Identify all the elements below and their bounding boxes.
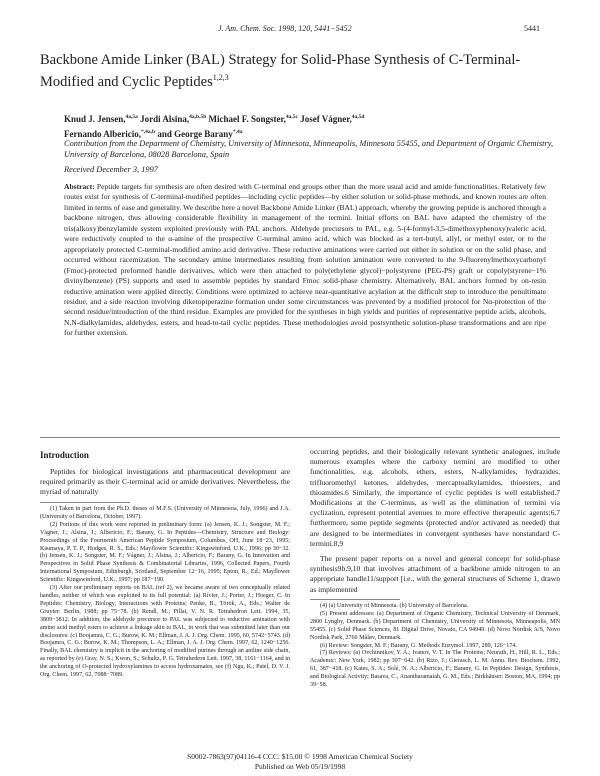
author-list xyxy=(64,111,564,141)
author: Jordi Alsina, xyxy=(140,114,190,124)
section-heading: Introduction xyxy=(40,450,89,460)
intro-paragraph: occurring peptides, and their biologically relevant synthetic analogues, include numerous examples where the carboxy termini are modified to other functionalities, e.g. alcohols, ethers, esters, N-alkylamides, hydrazides, trifluoromethyl ketones, aldehydes, mercaptoalkylamides, thioesters, and thioamides.6 Similarly, the importance of cyclic peptides is well established.7 Modifications at the C-terminus, as well as the elimination of termini via cyclization, represent potential avenues to more effective therapeutic agents;6,7 furthermore, some peptide segments (protected and/or activated as needed) that are designed to be intermediates in convergent syntheses have nonstandard C-termini.8,9 xyxy=(310,447,560,548)
intro-right-column xyxy=(310,447,560,549)
footnote: (3) After our preliminary reports on BAL (ref 2), we became aware of two conceptually related handles, neither of which was exploited to its full potential: (a) Rívier, J.; Porter, J.; Hoeger, C. In Peptides: Chemistry, Biology, Interactions with Proteins; Penke, B., Török, A., Eds.; Walter de Gruyter: Berlin, 1988; pp 75−78. (b) Rendl, M.; Pillai, V. N. R. Tetrahedron Lett. 1994, 35, 3809−3812. In addition, the aldehyde precursor to PAL was subjected to reductive amination with amino acid methyl esters to achieve a linkage akin to BAL, in work that was submitted later than our disclosures: (c) Boojamra, C. G.; Burow, K. M.; Ellman, J. A. J. Org. Chem. 1995, 60, 5742−5743. (d) Boojamra, C. G.; Burow, K. M.; Thompson, L. A.; Ellman, J. A. J. Org. Chem. 1997, 62, 1240−1256. Finally, BAL chemistry is implicit in the anchoring of modified purines through an aniline side chain, as reported by (e) Gray, N. S.; Kwon, S.; Schultz, P. G. Tetrahedron Lett. 1997, 38, 1161−1164, and in the anchoring of O-protected hydroxylamines to access hydroxamates, see (f) Ngu, K.; Patel, D. V. J. Org. Chem. 1997, 62, 7088−7089. xyxy=(40,585,290,679)
footnotes-right xyxy=(310,603,560,690)
page-number: 5441 xyxy=(524,24,540,33)
article-title-text: Backbone Amide Linker (BAL) Strategy for Solid-Phase Synthesis of C-Terminal-Modified and Cyclic Peptides xyxy=(40,52,521,90)
footer-copyright: S0002-7863(97)04116-4 CCC: $15.00 © 1998 American Chemical Society xyxy=(187,752,413,761)
footnote: (4) (a) University of Minnesota. (b) University of Barcelona. xyxy=(320,603,469,609)
running-header xyxy=(0,24,600,36)
footnote: (1) Taken in part from the Ph.D. theses of M.F.S. (University of Minnesota, July, 1996) and J.A. (University of Barcelona, October, 1997). xyxy=(40,506,290,520)
journal-citation: J. Am. Chem. Soc. 1998, 120, 5441−5452 xyxy=(218,24,352,33)
author: Michael F. Songster, xyxy=(208,114,286,124)
author-affiliation-ref: 4a,5c xyxy=(285,114,298,120)
author-affiliation-ref: 4a,b,5b xyxy=(189,114,207,120)
footnote: (2) Portions of this work were reported in preliminary form: (a) Jensen, K. J.; Songster, M. F.; Vágner, J.; Alsina, J.; Albericio, F.; Barany, G. In Peptides—Chemistry, Structure and Biology: Proceedings of the Fourteenth American Peptide Symposium, Columbus, OH, June 18−23, 1995; Kaumaya, P. T. P., Hodges, R. S., Eds.; Mayflower Scientific: Kingswinford, U.K., 1996; pp 30−32. (b) Jensen, K. J.; Songster, M. F.; Vágner, J.; Alsina, J.; Albericio, F.; Barany, G. In Innovation and Perspectives in Solid Phase Synthesis & Combinatorial Libraries, 1996, Collected Papers, Fourth International Symposium, Edinburgh, Scotland, September 12−16, 1995; Epton, R., Ed.; Mayflower Scientific: Kingswinford, U.K., 1997; pp 187−190. xyxy=(40,521,290,584)
author-affiliation-ref: *,4a xyxy=(232,129,243,135)
author: Fernando Albericio, xyxy=(64,129,141,139)
abstract xyxy=(64,182,546,339)
author: and George Barany xyxy=(157,129,233,139)
footnote-divider xyxy=(40,502,130,503)
footnote: (7) Reviews: (a) Ovchinnikov, Y. A.; Ivanov, V. T. In The Proteins; Neurath, H., Hill, R. L., Eds.; Academic: New York, 1982; pp 307−642. (b) Rizo, J.; Gierasch, L. M. Annu. Rev. Biochem. 1992, 61, 387−418. (c) Kates, S. A.; Solé, N. A.; Albericio, F.; Barany, G. In Peptides: Design, Synthesis, and Biological Activity; Basava, C., Anantharamaiah, G. M., Eds.; Birkhäuser: Boston, MA, 1994; pp 39−58. xyxy=(310,650,560,689)
affiliation: Contribution from the Department of Chemistry, University of Minnesota, Minneapolis, Minnesota 55455, and Department of Organic Chemistry, University of Barcelona, 08028 Barcelona, Spain xyxy=(64,139,554,159)
title-footnote-refs: 1,2,3 xyxy=(212,73,229,82)
received-date: Received December 3, 1997 xyxy=(64,165,158,174)
intro-right-column-cont xyxy=(310,554,560,595)
author: Josef Vágner, xyxy=(300,114,352,124)
author-affiliation-ref: 4a,5a xyxy=(125,114,138,120)
intro-left-column xyxy=(40,467,290,498)
abstract-text: Peptide targets for synthesis are often desired with C-terminal end groups other than the more usual acid and amide functionalities. Relatively few routes exist for synthesis of C-terminal-modified peptides—including cyclic peptides—by either solution or solid-phase methods, and known routes are often limited in terms of ease and generality. We describe here a novel Backbone Amide Linker (BAL) approach, whereby the growing peptide is anchored through a backbone nitrogen, thus allowing considerable flexibility in management of the termini. Initial efforts on BAL have adapted the chemistry of the tris(alkoxy)benzylamide system exploited previously with PAL anchors. Aldehyde precursors to PAL, e.g. 5-(4-formyl-3,5-dimethoxyphenoxy)valeric acid, were reductively coupled to the α-amine of the prospective C-terminal amino acid, which was blocked as a tert-butyl, allyl, or methyl ester, or to the appropriately protected C-terminal-modified amino acid derivative. These reductive aminations were carried out either in solution or on the solid phase, and occurred without racemization. The secondary amine intermediates resulting from solution amination were converted to the 9-fluorenylmethoxycarbonyl (Fmoc)-protected preformed handle derivatives, which were then attached to poly(ethylene glycol)−polystyrene (PEG-PS) graft or copoly(styrene−1% divinylbenzene) (PS) supports and used to assemble peptides by standard Fmoc solid-phase chemistry. Alternatively, BAL anchors formed by on-resin reductive amination were applied directly. Conditions were optimized to achieve near-quantitative acylation at the difficult step to introduce the penultimate residue, and a side reaction involving diketopiperazine formation under some circumstances was prevented by a modified protocol for Nα-protection of the second residue/introduction of the third residue. Examples are provided for the syntheses in high yields and purities of representative peptide acids, alcohols, N,N-dialkylamides, aldehydes, esters, and head-to-tail cyclic peptides. These methodologies avoid postsynthetic solution-phase transformations and are ripe for further extension. xyxy=(64,182,546,338)
intro-paragraph: The present paper reports on a novel and general concept for solid-phase synthesis9b,9,10 that involves attachment of a backbone amide nitrogen to an appropriate handle11/support [i.e., with the general structures of Scheme 1, drawn as implemented xyxy=(310,554,560,594)
section-divider xyxy=(40,437,560,438)
footnote: (5) Present addresses: (a) Department of Organic Chemistry, Technical University of Denmark, 2800 Lyngby, Denmark. (b) Department of Chemistry, University of Minnesota, Minneapolis, MN 55455. (c) Solid Phase Sciences, 81 Digital Drive, Novato, CA 94949. (d) Novo Nordisk A/S, Novo Nordisk Park, 2760 Måløv, Denmark. xyxy=(310,610,560,641)
abstract-label: Abstract: xyxy=(64,182,95,191)
author-affiliation-ref: 4a,5d xyxy=(351,114,365,120)
author-affiliation-ref: *,4a,b xyxy=(141,129,156,135)
footnote-divider xyxy=(310,599,400,600)
footnote: (6) Review: Songster, M. F.; Barany, G. Methods Enzymol. 1997, 289, 126−174. xyxy=(320,642,517,649)
intro-paragraph: Peptides for biological investigations and pharmaceutical development are required primarily as their C-terminal acid or amide derivatives. Nevertheless, the myriad of naturally xyxy=(40,467,290,497)
author: Knud J. Jensen, xyxy=(64,114,126,124)
footer-published: Published on Web 05/19/1998 xyxy=(254,762,346,771)
article-title xyxy=(40,52,560,91)
footnotes-left xyxy=(40,506,290,680)
